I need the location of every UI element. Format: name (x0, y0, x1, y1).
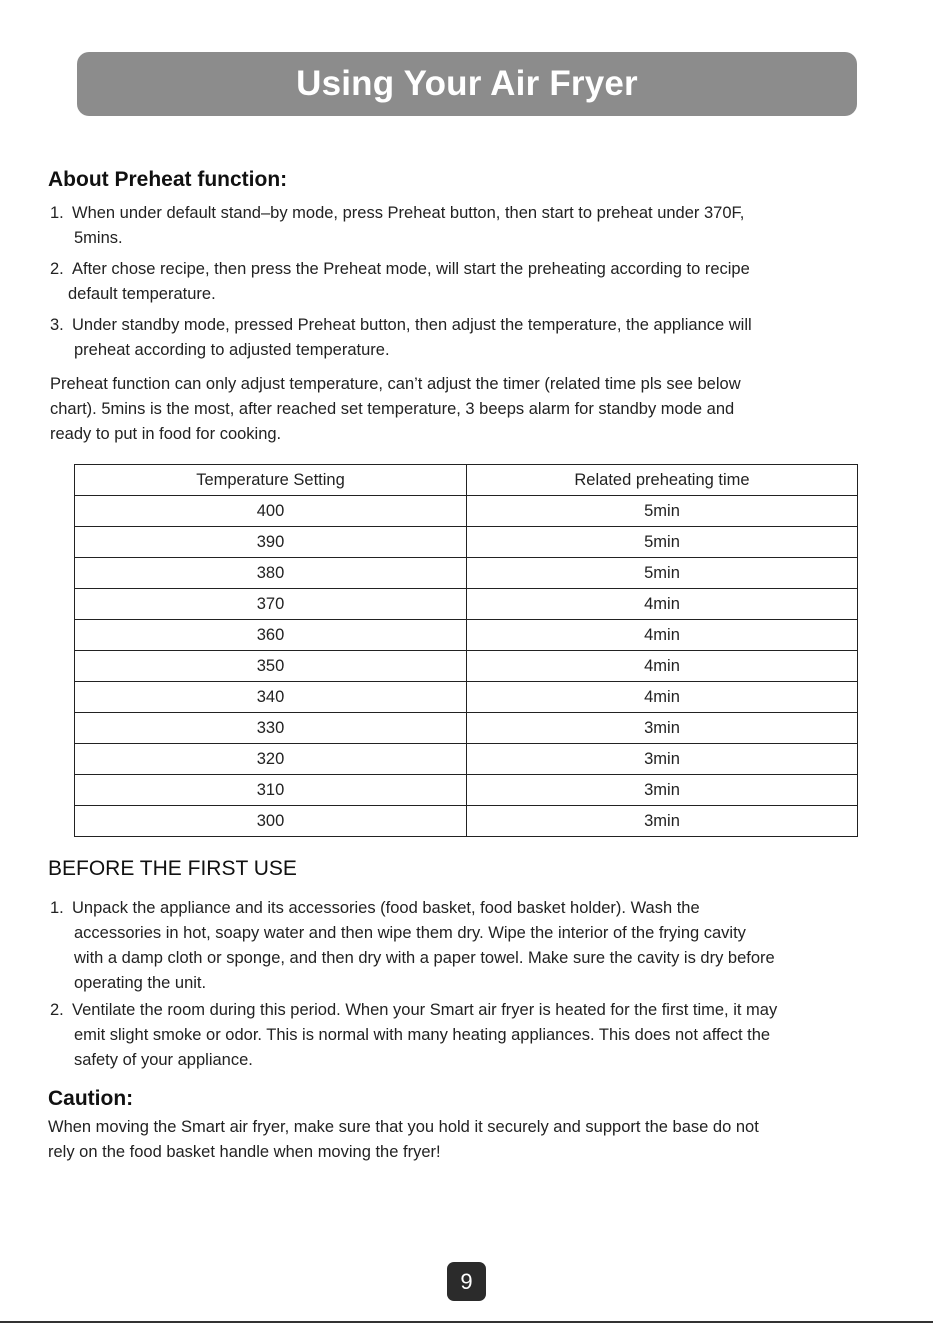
list-item-text: Unpack the appliance and its accessories (food basket, food basket holder). Wash the (72, 899, 700, 917)
list-item-text: preheat according to adjusted temperature. (74, 341, 390, 359)
preheat-heading: About Preheat function: (48, 168, 288, 191)
list-item-text: emit slight smoke or odor. This is normal with many heating appliances. This does not affect the (74, 1026, 771, 1044)
table-cell: 390 (75, 527, 467, 558)
table-cell: 4min (467, 651, 858, 682)
caution-text: rely on the food basket handle when moving the fryer! (48, 1143, 441, 1161)
note-paragraph: ready to put in food for cooking. (50, 425, 282, 443)
table-cell: 380 (75, 558, 467, 589)
first-use-heading: BEFORE THE FIRST USE (48, 857, 297, 880)
table-cell: 350 (75, 651, 467, 682)
caution-text: When moving the Smart air fryer, make sure that you hold it securely and support the base do not (48, 1118, 759, 1136)
column-header: Temperature Setting (75, 465, 467, 496)
table-row (75, 527, 858, 558)
table-cell: 5min (467, 558, 858, 589)
preheat-table (74, 464, 858, 837)
table-cell: 3min (467, 775, 858, 806)
table-cell: 5min (467, 496, 858, 527)
table-cell: 4min (467, 589, 858, 620)
list-item-text: After chose recipe, then press the Preheat mode, will start the preheating according to recipe (72, 260, 750, 278)
list-number: 3. (50, 316, 64, 334)
table-cell: 400 (75, 496, 467, 527)
table-cell: 370 (75, 589, 467, 620)
table-header-row (75, 465, 858, 496)
table-cell: 340 (75, 682, 467, 713)
table-cell: 4min (467, 682, 858, 713)
table-row (75, 806, 858, 837)
table-row (75, 744, 858, 775)
list-item-text: Under standby mode, pressed Preheat button, then adjust the temperature, the appliance will (72, 316, 752, 334)
list-item-text: When under default stand–by mode, press Preheat button, then start to preheat under 370F, (72, 204, 745, 222)
table-cell: 330 (75, 713, 467, 744)
list-item-text: default temperature. (68, 285, 216, 303)
table-cell: 3min (467, 744, 858, 775)
table-cell: 5min (467, 527, 858, 558)
note-paragraph: chart). 5mins is the most, after reached set temperature, 3 beeps alarm for standby mode and (50, 400, 735, 418)
title-banner (77, 52, 857, 116)
table-cell: 360 (75, 620, 467, 651)
table-row (75, 589, 858, 620)
caution-heading: Caution: (48, 1087, 134, 1110)
table-row (75, 713, 858, 744)
table-row (75, 558, 858, 589)
table-cell: 300 (75, 806, 467, 837)
table-row (75, 496, 858, 527)
list-number: 2. (50, 1001, 64, 1019)
table-cell: 310 (75, 775, 467, 806)
bottom-rule (0, 1321, 933, 1323)
table-cell: 320 (75, 744, 467, 775)
table-row (75, 651, 858, 682)
list-number: 2. (50, 260, 64, 278)
table-row (75, 775, 858, 806)
page-number: 9 (447, 1262, 486, 1301)
list-item-text: Ventilate the room during this period. When your Smart air fryer is heated for the first time, it may (72, 1001, 778, 1019)
list-item-text: with a damp cloth or sponge, and then dry with a paper towel. Make sure the cavity is dry before (74, 949, 775, 967)
list-item-text: safety of your appliance. (74, 1051, 253, 1069)
note-paragraph: Preheat function can only adjust temperature, can’t adjust the timer (related time pls see below (50, 375, 741, 393)
list-item-text: accessories in hot, soapy water and then wipe them dry. Wipe the interior of the frying cavity (74, 924, 746, 942)
table-cell: 4min (467, 620, 858, 651)
table-cell: 3min (467, 713, 858, 744)
list-number: 1. (50, 899, 64, 917)
list-item-text: operating the unit. (74, 974, 207, 992)
page-title: Using Your Air Fryer (296, 64, 638, 103)
list-number: 1. (50, 204, 64, 222)
table-cell: 3min (467, 806, 858, 837)
list-item-text: 5mins. (74, 229, 123, 247)
table-row (75, 620, 858, 651)
table-row (75, 682, 858, 713)
column-header: Related preheating time (467, 465, 858, 496)
